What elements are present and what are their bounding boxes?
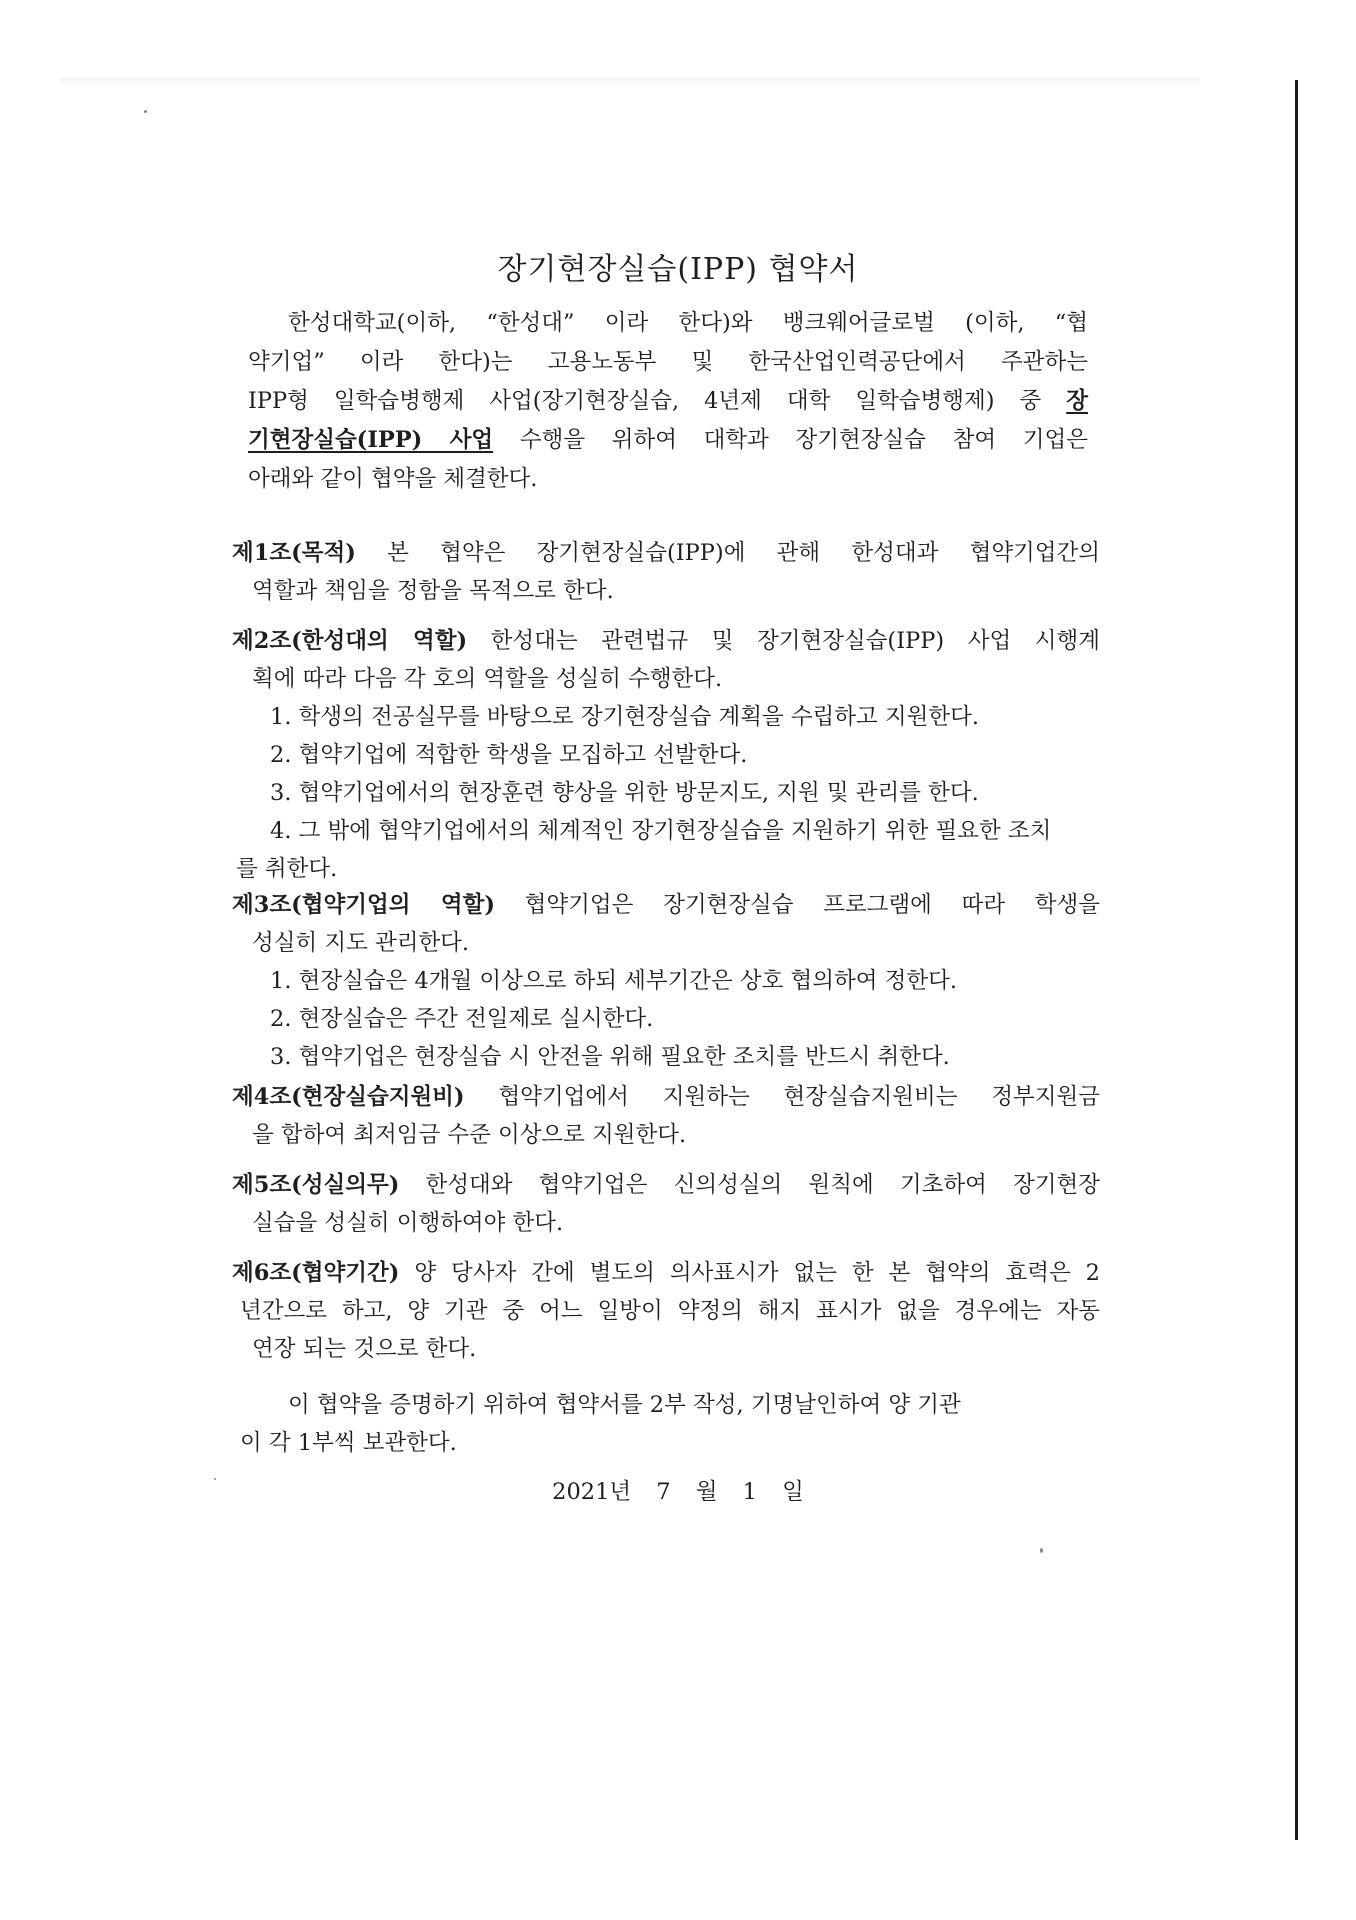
article-item: 3. 협약기업에서의 현장훈련 향상을 위한 방문지도, 지원 및 관리를 한다. — [270, 780, 979, 806]
intro-line — [248, 382, 1088, 421]
closing-text: 이 각 1부씩 보관한다. — [240, 1430, 457, 1456]
article-text: 성실히 지도 관리한다. — [252, 930, 470, 956]
article-line — [232, 622, 1100, 660]
article-text: 한성대는 관련법규 및 장기현장실습(IPP) 사업 시행계 — [467, 628, 1100, 654]
article-line — [232, 1292, 1100, 1330]
scan-edge-line — [1295, 80, 1298, 1840]
article-text: 협약기업에서 지원하는 현장실습지원비는 정부지원금 — [464, 1084, 1100, 1110]
intro-underline: 기현장실습(IPP) 사업 — [248, 427, 494, 453]
article-heading: 제4조(현장실습지원비) — [232, 1084, 465, 1110]
article-5 — [232, 1166, 1100, 1242]
article-text: 한성대와 협약기업은 신의성실의 원칙에 기초하여 장기현장 — [399, 1172, 1100, 1198]
article-3 — [232, 886, 1100, 1076]
intro-paragraph — [248, 304, 1088, 499]
article-item: 2. 협약기업에 적합한 학생을 모집하고 선발한다. — [270, 742, 748, 768]
article-line — [232, 1254, 1100, 1292]
article-item: 1. 학생의 전공실무를 바탕으로 장기현장실습 계획을 수립하고 지원한다. — [270, 704, 979, 730]
article-text: 본 협약은 장기현장실습(IPP)에 관해 한성대과 협약기업간의 — [355, 540, 1100, 566]
intro-text: 수행을 위하여 대학과 장기현장실습 참여 기업은 — [493, 427, 1088, 453]
article-heading: 제5조(성실의무) — [232, 1172, 400, 1198]
article-4 — [232, 1078, 1100, 1154]
article-2 — [232, 622, 1100, 888]
article-heading: 제2조(한성대의 역할) — [232, 628, 468, 654]
intro-line — [248, 343, 1088, 382]
article-line — [232, 1166, 1100, 1204]
scan-speck — [1040, 1548, 1043, 1553]
article-item: 1. 현장실습은 4개월 이상으로 하되 세부기간은 상호 협의하여 정한다. — [270, 968, 957, 994]
scan-speck — [144, 110, 147, 113]
article-6 — [232, 1254, 1100, 1368]
article-heading: 제3조(협약기업의 역할) — [232, 892, 495, 918]
scan-shade — [60, 78, 1200, 88]
intro-underline: 장 — [1066, 388, 1088, 414]
article-item: 를 취한다. — [236, 856, 338, 882]
intro-line — [248, 460, 1088, 499]
intro-text: 한성대학교(이하, “한성대” 이라 한다)와 뱅크웨어글로벌 (이하, “협 — [288, 310, 1088, 336]
article-1 — [232, 534, 1100, 610]
article-text: 획에 따라 다음 각 호의 역할을 성실히 수행한다. — [252, 666, 723, 692]
closing-paragraph — [232, 1386, 1100, 1462]
article-text: 년간으로 하고, 양 기관 중 어느 일방이 약정의 해지 표시가 없을 경우에는 자동 — [240, 1298, 1100, 1324]
agreement-date: 2021년 7 월 1 일 — [552, 1479, 804, 1505]
article-line — [232, 886, 1100, 924]
article-text: 역할과 책임을 정함을 목적으로 한다. — [252, 578, 614, 604]
article-text: 을 합하여 최저임금 수준 이상으로 지원한다. — [252, 1122, 687, 1148]
document-title: 장기현장실습(IPP) 협약서 — [497, 252, 859, 287]
article-item: 3. 협약기업은 현장실습 시 안전을 위해 필요한 조치를 반드시 취한다. — [270, 1044, 950, 1070]
article-item: 4. 그 밖에 협약기업에서의 체계적인 장기현장실습을 지원하기 위한 필요한 조치 — [270, 818, 1052, 844]
closing-text: 이 협약을 증명하기 위하여 협약서를 2부 작성, 기명날인하여 양 기관 — [288, 1392, 961, 1418]
article-text: 실습을 성실히 이행하여야 한다. — [252, 1210, 564, 1236]
article-heading: 제6조(협약기간) — [232, 1260, 400, 1286]
article-item: 2. 현장실습은 주간 전일제로 실시한다. — [270, 1006, 654, 1032]
article-line — [232, 534, 1100, 572]
article-heading: 제1조(목적) — [232, 540, 356, 566]
intro-text: 아래와 같이 협약을 체결한다. — [248, 466, 538, 492]
intro-line — [248, 304, 1088, 343]
intro-line — [248, 421, 1088, 460]
article-text: 연장 되는 것으로 한다. — [252, 1336, 477, 1362]
article-line — [232, 1078, 1100, 1116]
article-text: 양 당사자 간에 별도의 의사표시가 없는 한 본 협약의 효력은 2 — [399, 1260, 1100, 1286]
intro-text: 약기업” 이라 한다)는 고용노동부 및 한국산업인력공단에서 주관하는 — [248, 349, 1088, 375]
intro-text: IPP형 일학습병행제 사업(장기현장실습, 4년제 대학 일학습병행제) 중 — [248, 388, 1067, 414]
article-text: 협약기업은 장기현장실습 프로그램에 따라 학생을 — [494, 892, 1100, 918]
